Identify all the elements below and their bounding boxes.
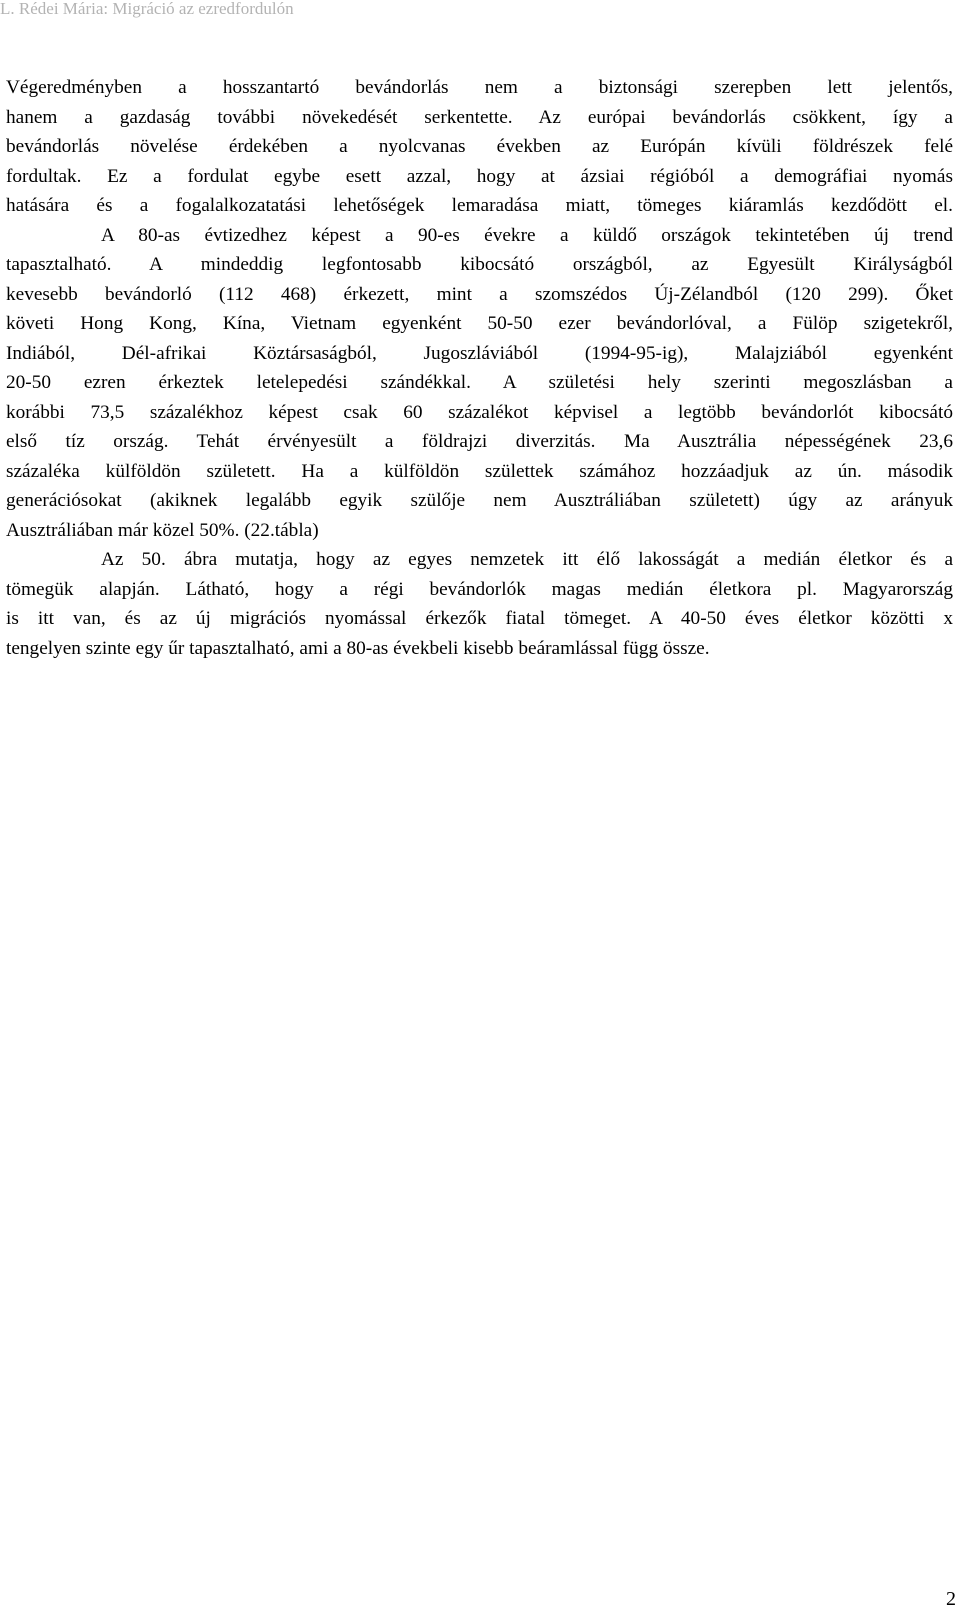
- page-number: 2: [946, 1588, 956, 1610]
- text-line: tapasztalható. A mindeddig legfontosabb kibocsátó országból, az Egyesült Királyságból: [6, 254, 953, 275]
- running-header: L. Rédei Mária: Migráció az ezredfordulón: [0, 0, 294, 18]
- text-line: tömegük alapján. Látható, hogy a régi bevándorlók magas medián életkora pl. Magyarország: [6, 578, 953, 600]
- text-line: 20-50 ezren érkeztek letelepedési szándékkal. A születési hely szerinti megoszlásban a: [6, 372, 953, 393]
- text-line: generációsokat (akiknek legalább egyik szülője nem Ausztráliában született) úgy az arányuk: [6, 490, 953, 511]
- body-text: [6, 73, 953, 663]
- text-line: Ausztráliában már közel 50%. (22.tábla): [6, 519, 319, 541]
- text-line: első tíz ország. Tehát érvényesült a földrajzi diverzitás. Ma Ausztrália népességének 23,6: [6, 431, 953, 452]
- text-line: hanem a gazdaság további növekedését serkentette. Az európai bevándorlás csökkent, így a: [6, 106, 953, 128]
- text-line: A 80-as évtizedhez képest a 90-es évekre a küldő országok tekintetében új trend: [101, 224, 953, 246]
- text-line: hatására és a fogalalkozatatási lehetőségek lemaradása miatt, tömeges kiáramlás kezdődött el.: [6, 195, 953, 216]
- text-line: Az 50. ábra mutatja, hogy az egyes nemzetek itt élő lakosságát a medián életkor és a: [101, 549, 953, 570]
- text-line: tengelyen szinte egy űr tapasztalható, ami a 80-as évekbeli kisebb beáramlással függ össze.: [6, 637, 710, 659]
- text-line: Indiából, Dél-afrikai Köztársaságból, Jugoszláviából (1994-95-ig), Malajziából egyenként: [6, 342, 953, 364]
- text-line: kevesebb bevándorló (112 468) érkezett, mint a szomszédos Új-Zélandból (120 299). Őket: [6, 283, 953, 305]
- text-line: is itt van, és az új migrációs nyomással érkezők fiatal tömeget. A 40-50 éves életkor közötti x: [6, 608, 953, 629]
- text-line: Végeredményben a hosszantartó bevándorlás nem a biztonsági szerepben lett jelentős,: [6, 77, 953, 98]
- text-line: bevándorlás növelése érdekében a nyolcvanas években az Európán kívüli földrészek felé: [6, 136, 953, 157]
- text-line: százaléka külföldön született. Ha a külföldön születtek számához hozzáadjuk az ún. második: [6, 460, 953, 482]
- text-line: korábbi 73,5 százalékhoz képest csak 60 százalékot képvisel a legtöbb bevándorlót kibocsátó: [6, 401, 953, 423]
- text-line: követi Hong Kong, Kína, Vietnam egyenként 50-50 ezer bevándorlóval, a Fülöp szigetekről,: [6, 313, 953, 334]
- text-line: fordultak. Ez a fordulat egybe esett azzal, hogy at ázsiai régióból a demográfiai nyomás: [6, 165, 953, 187]
